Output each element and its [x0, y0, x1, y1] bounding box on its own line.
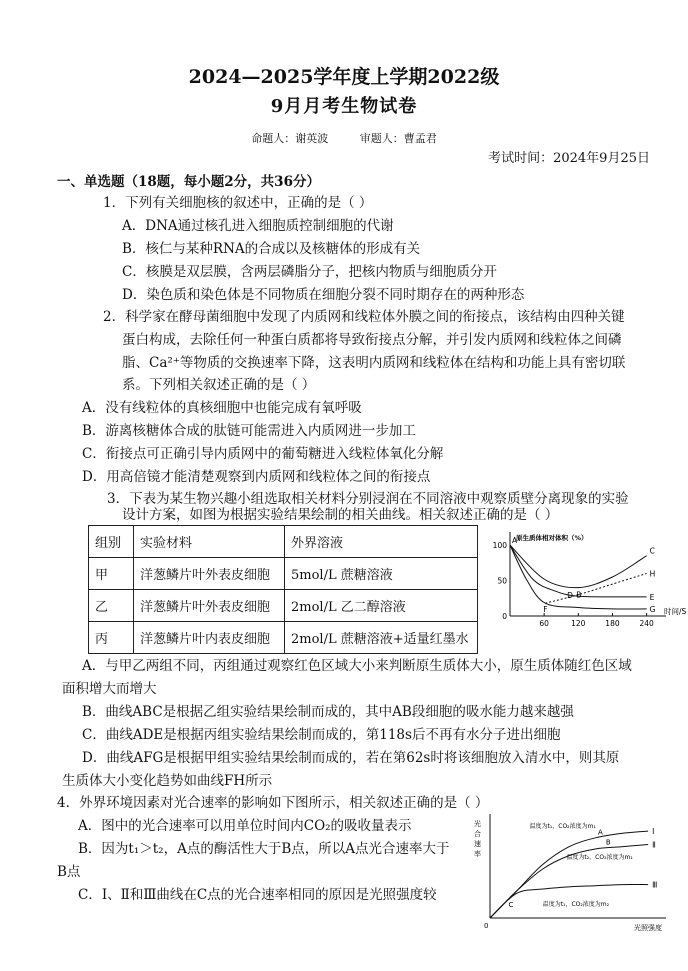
- q2-stem-2: 蛋白构成，去除任何一种蛋白质都将导致衔接点分解，并引发内质网和线粒体之间磷: [122, 332, 622, 348]
- point-label-g: G: [649, 604, 656, 614]
- author: 命题人：谢英波: [251, 132, 329, 145]
- series-label: Ⅱ: [652, 840, 656, 850]
- point-label-c: C: [649, 546, 655, 556]
- exam-subtitle: 9月月考生物试卷: [270, 96, 418, 117]
- table-cell: 甲: [89, 558, 134, 590]
- series-fh: [545, 573, 646, 603]
- series-annotation: 温度为t₁，CO₂浓度为m₂: [542, 900, 610, 908]
- point-label-b: B: [576, 590, 582, 600]
- q3-option-d-2: 生质体大小变化趋势如曲线FH所示: [62, 773, 273, 789]
- q4-option-b-2: B点: [57, 864, 81, 880]
- x-tick-label: 60: [539, 619, 549, 628]
- table-header-cell: 组别: [89, 526, 134, 558]
- point-label-a: A: [512, 536, 518, 546]
- q2-option-a: A．没有线粒体的真核细胞中也能完成有氧呼吸: [82, 400, 362, 416]
- table-row: [89, 558, 478, 590]
- chart-title: 原生质体相对体积（%）: [516, 534, 588, 542]
- q1-stem: 1．下列有关细胞核的叙述中，正确的是（ ）: [103, 195, 373, 211]
- q3-stem-1: 3．下表为某生物兴趣小组选取相关材料分别浸润在不同溶液中观察质壁分离现象的实验: [107, 491, 629, 507]
- q1-option-c: C．核膜是双层膜，含两层磷脂分子，把核内物质与细胞质分开: [122, 264, 497, 280]
- table-cell: 丙: [89, 622, 134, 654]
- y-tick-label: 50: [497, 576, 507, 586]
- q4-option-a: A．图中的光合速率可以用单位时间内CO₂的吸收量表示: [78, 818, 412, 834]
- point-label-c: C: [508, 900, 514, 909]
- table-cell: 洋葱鳞片叶内表皮细胞: [134, 622, 285, 654]
- point-label-h: H: [649, 569, 656, 579]
- series-ade: [510, 545, 647, 597]
- author-line: [0, 130, 688, 146]
- q2-option-b: B．游离核糖体合成的肽链可能需进入内质网进一步加工: [82, 423, 416, 439]
- q4-option-b-1: B．因为t₁＞t₂，A点的酶活性大于B点，所以A点光合速率大于: [78, 841, 450, 857]
- table-header-cell: 外界溶液: [285, 526, 478, 558]
- x-axis-label: 时间/S: [664, 607, 687, 616]
- y-axis-label-char: 速: [474, 840, 481, 848]
- point-label-b: B: [605, 838, 611, 847]
- point-label-f: F: [543, 605, 548, 615]
- q3-stem-2: 设计方案，如图为根据实验结果绘制的相关曲线。相关叙述正确的是（ ）: [122, 507, 559, 523]
- q3-option-a-1: A．与甲乙两组不同，丙组通过观察红色区域大小来判断原生质体大小，原生质体随红色区域: [82, 658, 632, 674]
- q2-stem-1: 2．科学家在酵母菌细胞中发现了内质网和线粒体外膜之间的衔接点，该结构由四种关键: [103, 309, 625, 325]
- table-header-row: [89, 526, 478, 558]
- q3-option-c: C．曲线ADE是根据丙组实验结果绘制而成的，第118s后不再有水分子进出细胞: [82, 727, 561, 743]
- series-annotation: 温度为t₂，CO₂浓度为m₁: [566, 853, 633, 861]
- photosynthesis-rate-chart: [468, 812, 674, 936]
- reviewer: 审题人：曹孟君: [359, 132, 437, 145]
- table-cell: 5mol/L 蔗糖溶液: [285, 558, 478, 590]
- q1-option-b: B．核仁与某种RNA的合成以及核糖体的形成有关: [122, 241, 421, 257]
- series-label: Ⅰ: [652, 827, 655, 837]
- q1-option-d: D．染色质和染色体是不同物质在细胞分裂不同时期存在的两种形态: [122, 287, 525, 303]
- series-label: Ⅲ: [652, 880, 658, 890]
- y-tick-label: 100: [492, 541, 507, 551]
- q3-option-a-2: 面积增大而增大: [62, 681, 157, 697]
- q3-option-b: B．曲线ABC是根据乙组实验结果绘制而成的，其中AB段细胞的吸水能力越来越强: [82, 704, 574, 720]
- table-cell: 洋葱鳞片叶外表皮细胞: [134, 558, 285, 590]
- point-label-a: A: [598, 828, 603, 837]
- exam-time: 考试时间：2024年9月25日: [488, 151, 650, 166]
- q2-option-c: C．衔接点可正确引导内质网中的葡萄糖进入线粒体氧化分解: [82, 446, 444, 462]
- series-abc: [510, 545, 647, 588]
- q2-stem-4: 系。下列相关叙述正确的是（ ）: [122, 377, 316, 393]
- x-axis-label: 光照强度: [634, 924, 662, 932]
- x-tick-label: 240: [639, 619, 654, 628]
- y-tick-label: 0: [502, 612, 507, 621]
- table-cell: 2mol/L 乙二醇溶液: [285, 590, 478, 622]
- table-row: [89, 590, 478, 622]
- x-tick-label: 120: [571, 619, 586, 628]
- q3-table: [88, 525, 478, 654]
- series-annotation: 温度为t₁，CO₂浓度为m₁: [529, 822, 596, 830]
- q2-option-d: D．用高倍镜才能清楚观察到内质网和线粒体之间的衔接点: [82, 469, 431, 485]
- table-cell: 乙: [89, 590, 134, 622]
- q4-stem: 4．外界环境因素对光合速率的影响如下图所示，相关叙述正确的是（ ）: [57, 795, 489, 811]
- table-row: [89, 622, 478, 654]
- point-label-e: E: [649, 592, 655, 602]
- y-axis-label-char: 合: [474, 830, 481, 838]
- y-axis-label-char: 光: [474, 820, 481, 828]
- exam-title: 2024—2025学年度上学期2022级: [188, 66, 500, 88]
- q3-option-d-1: D．曲线AFG是根据甲组实验结果绘制而成的，若在第62s时将该细胞放入清水中，则其原: [82, 750, 620, 766]
- q2-stem-3: 脂、Ca²⁺等物质的交换速率下降，这表明内质网和线粒体在结构和功能上具有密切联: [122, 355, 626, 371]
- table-header-cell: 实验材料: [134, 526, 285, 558]
- y-axis-label-char: 率: [474, 850, 481, 858]
- q4-option-c: C．Ⅰ、Ⅱ和Ⅲ曲线在C点的光合速率相同的原因是光照强度较: [78, 887, 437, 903]
- table-cell: 洋葱鳞片叶外表皮细胞: [134, 590, 285, 622]
- table-cell: 2mol/L 蔗糖溶液+适量红墨水: [285, 622, 478, 654]
- q1-option-a: A．DNA通过核孔进入细胞质控制细胞的代谢: [122, 218, 394, 234]
- point-label-d: D: [567, 591, 573, 601]
- origin-label: 0: [484, 922, 489, 930]
- protoplast-volume-chart: [486, 528, 687, 636]
- section-heading: 一、单选题（18题，每小题2分，共36分）: [57, 174, 320, 190]
- x-tick-label: 180: [605, 619, 620, 628]
